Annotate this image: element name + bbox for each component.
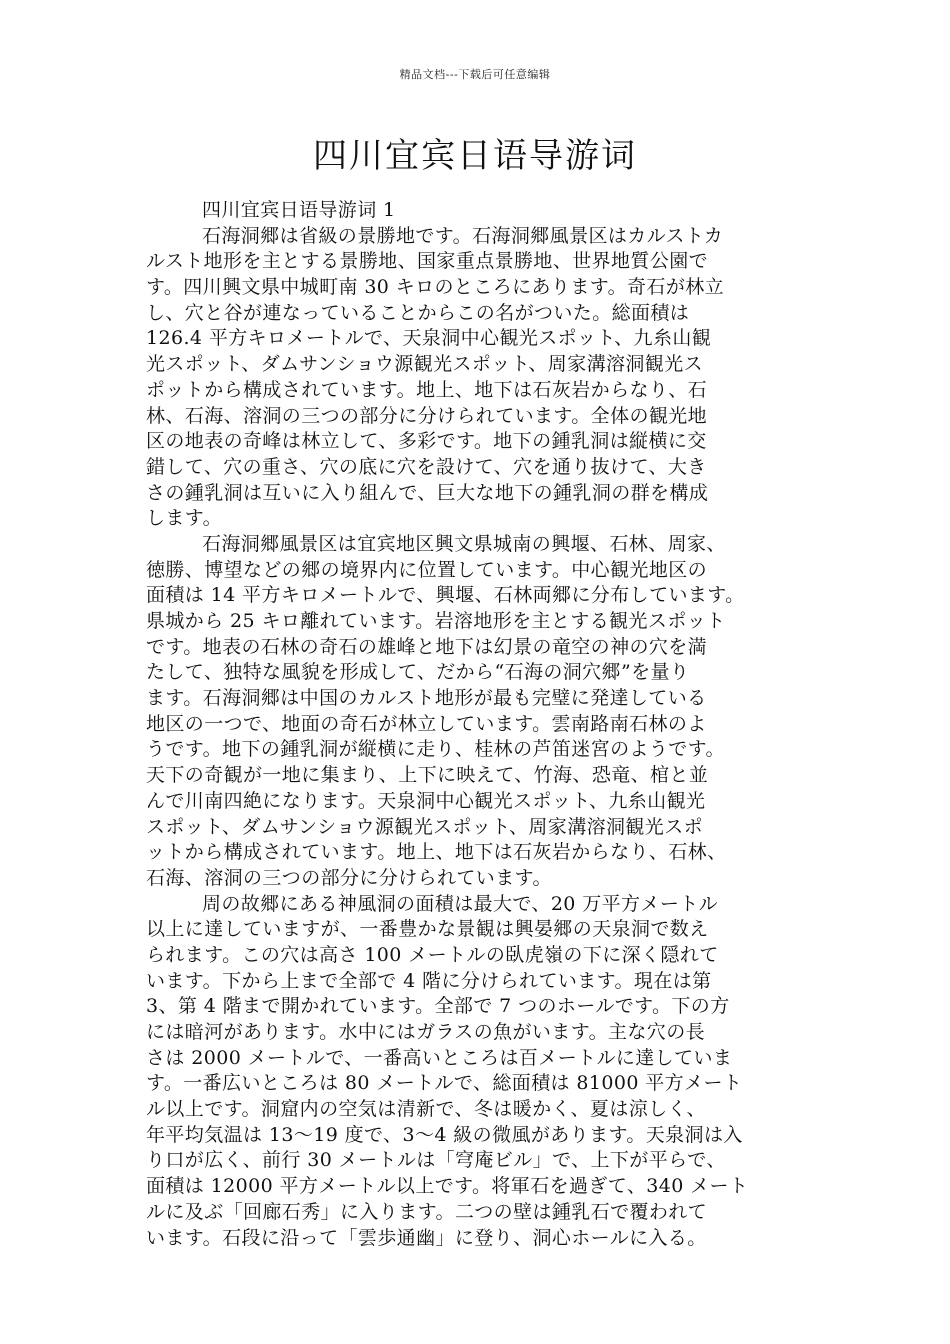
text-line: 面積は 12000 平方メートル以上です。将軍石を過ぎて、340 メート	[146, 1175, 749, 1198]
text-line: うです。地下の鍾乳洞が縦横に走り、桂林の芦笛迷宮のようです。	[146, 738, 725, 761]
text-line: します。	[146, 507, 223, 530]
text-line: 周の故郷にある神風洞の面積は最大で、20 万平方メートル	[202, 892, 719, 915]
text-line: られます。この穴は高さ 100 メートルの臥虎嶺の下に深く隠れて	[146, 943, 719, 966]
text-line: 四川宜宾日语导游词 1	[202, 199, 396, 221]
text-line: 石海、溶洞の三つの部分に分けられています。	[146, 866, 552, 889]
text-line: 石海洞郷は省級の景勝地です。石海洞郷風景区はカルストカ	[202, 224, 724, 247]
text-line: には暗河があります。水中にはガラスの魚がいます。主な穴の長	[146, 1021, 705, 1043]
text-line: ルに及ぶ「回廊石秀」に入ります。二つの壁は鍾乳石で覆われて	[146, 1200, 708, 1223]
text-line: さは 2000 メートルで、一番高いところは百メートルに達していま	[146, 1046, 733, 1069]
text-line: 錯して、穴の重さ、穴の底に穴を設けて、穴を通り抜けて、大き	[146, 455, 707, 478]
text-line: し、穴と谷が連なっていることからこの名がついた。総面積は	[146, 301, 690, 324]
text-line: す。四川興文県中城町南 30 キロのところにあります。奇石が林立	[146, 276, 725, 299]
text-line: さの鍾乳洞は互いに入り組んで、巨大な地下の鍾乳洞の群を構成	[146, 481, 709, 504]
text-line: 126.4 平方キロメートルで、天泉洞中心観光スポット、九糸山観	[146, 327, 712, 350]
text-line: ます。石海洞郷は中国のカルスト地形が最も完璧に発達している	[146, 687, 707, 710]
text-line: ル以上です。洞窟内の空気は清新で、冬は暖かく、夏は涼しく、	[146, 1098, 706, 1121]
text-line: 3、第 4 階まで開かれています。全部で 7 つのホールです。下の方	[146, 995, 730, 1018]
text-line: 光スポット、ダムサンショウ源観光スポット、周家溝溶洞観光ス	[146, 353, 703, 376]
text-line: ットから構成されています。地上、地下は石灰岩からなり、石林、	[146, 841, 727, 864]
text-line: 県城から 25 キロ離れています。岩溶地形を主とする観光スポット	[146, 610, 726, 632]
text-line: ポットから構成されています。地上、地下は石灰岩からなり、石	[146, 378, 708, 401]
text-line: です。地表の石林の奇石の雄峰と地下は幻景の竜空の神の穴を満	[146, 635, 708, 658]
text-line: 天下の奇観が一地に集まり、上下に映えて、竹海、恐竜、棺と並	[146, 764, 709, 787]
text-line: 徳勝、博望などの郷の境界内に位置しています。中心観光地区の	[146, 558, 708, 581]
document-body	[146, 198, 814, 1251]
text-line: 年平均気温は 13～19 度で、3～4 級の微風があります。天泉洞は入	[146, 1123, 743, 1146]
document-title: 四川宜宾日语导游词	[313, 136, 637, 176]
text-line: たして、独特な風貌を形成して、だから“石海の洞穴郷”を量り	[146, 661, 690, 684]
text-line: 区の地表の奇峰は林立して、多彩です。地下の鍾乳洞は縦横に交	[146, 430, 707, 453]
page-header-note: 精品文档---下载后可任意编辑	[399, 68, 551, 81]
text-line: います。下から上まで全部で 4 階に分けられています。現在は第	[146, 969, 712, 992]
text-line: 地区の一つで、地面の奇石が林立しています。雲南路南石林のよ	[146, 712, 707, 735]
text-line: スポット、ダムサンショウ源観光スポット、周家溝溶洞観光スポ	[146, 815, 703, 838]
text-line: ルスト地形を主とする景勝地、国家重点景勝地、世界地質公園で	[146, 250, 709, 273]
text-line: り口が広く、前行 30 メートルは「穹庵ビル」で、上下が平らで、	[146, 1149, 726, 1172]
text-line: 林、石海、溶洞の三つの部分に分けられています。全体の観光地	[146, 404, 708, 427]
text-line: 以上に達していますが、一番豊かな景観は興晏郷の天泉洞で数え	[146, 918, 709, 941]
text-line: す。一番広いところは 80 メートルで、総面積は 81000 平方メート	[146, 1072, 743, 1095]
text-line: います。石段に沿って「雲歩通幽」に登り、洞心ホールに入る。	[146, 1226, 707, 1249]
text-line: 面積は 14 平方キロメートルで、興堰、石林両郷に分布しています。	[146, 584, 745, 607]
text-line: んで川南四絶になります。天泉洞中心観光スポット、九糸山観光	[146, 789, 706, 812]
text-line: 石海洞郷風景区は宜宾地区興文県城南の興堰、石林、周家、	[202, 532, 726, 555]
